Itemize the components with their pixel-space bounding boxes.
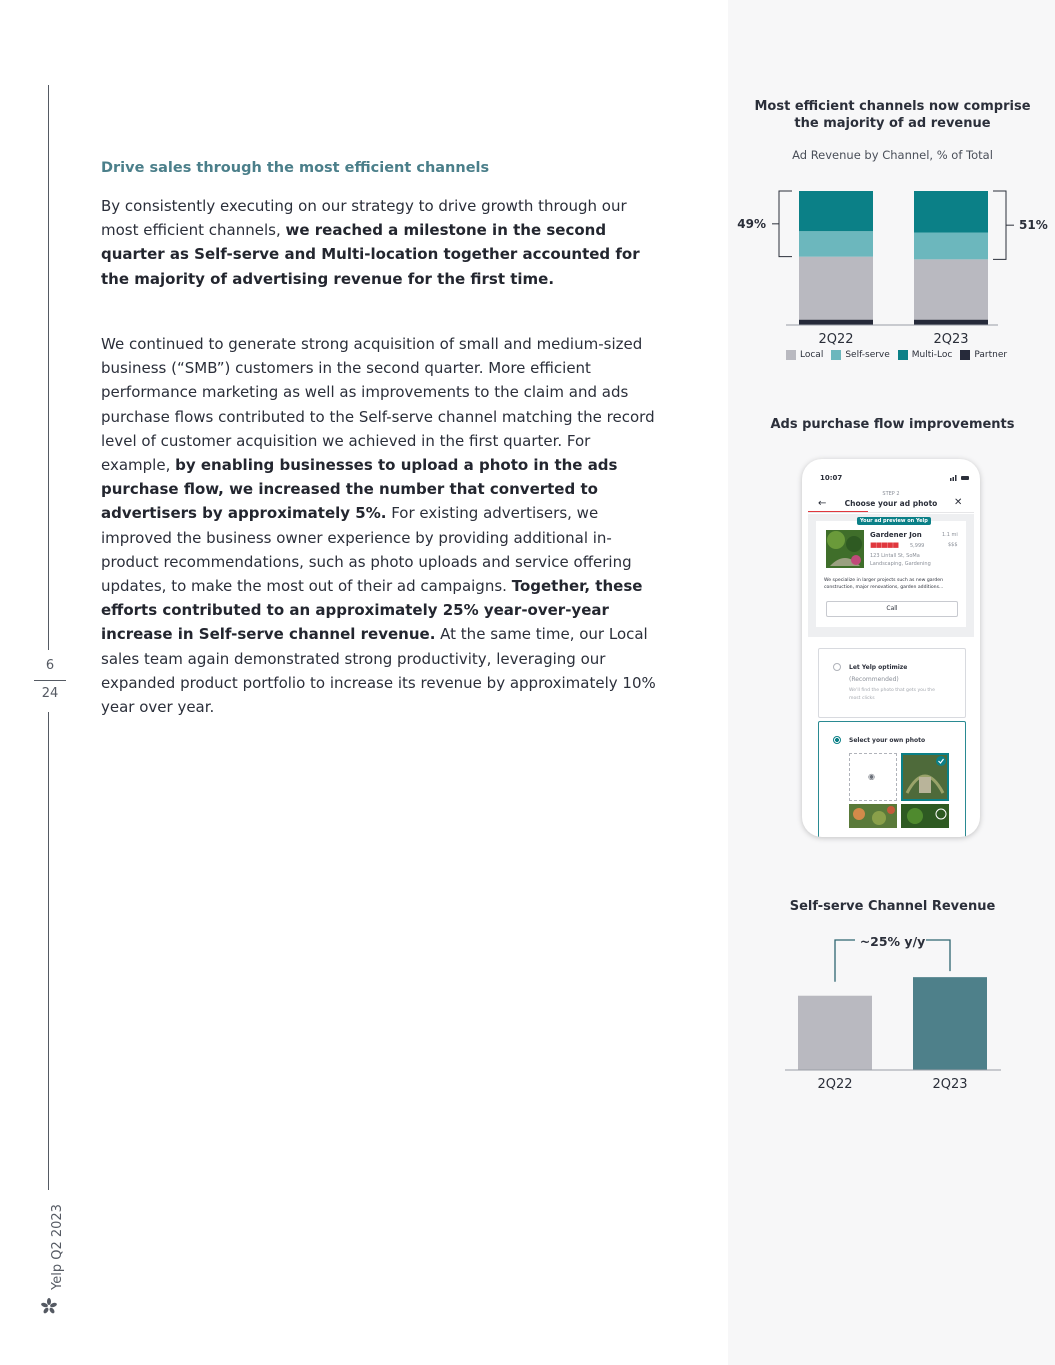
legend-swatch-local (786, 350, 796, 360)
bar-self-serve-2q22 (799, 231, 873, 256)
channel-mix-chart (728, 180, 1055, 348)
option1-subtitle: (Recommended) (849, 676, 899, 683)
bracket-left (779, 191, 792, 257)
x-tick-label: 2Q23 (933, 332, 969, 347)
legend-label-partner: Partner (974, 350, 1008, 360)
phone-step: STEP 2 (882, 491, 900, 497)
growth-bracket-right (926, 940, 950, 971)
legend-swatch-multi-loc (898, 350, 908, 360)
preview-badge: Your ad preview on Yelp (857, 517, 931, 525)
option1-desc-line1: We'll find the photo that gets you the (849, 688, 935, 693)
radio-own-photo[interactable] (833, 736, 841, 744)
chart1-title: Most efficient channels now comprise the majority of ad revenue (754, 99, 1031, 131)
rail-line-bottom (48, 712, 49, 1190)
yelp-burst-icon (41, 1298, 57, 1314)
paragraph-milestone (101, 194, 656, 291)
legend-item-partner (960, 350, 1007, 360)
p1-bold: we reached a milestone in the second quarter as Self-serve and Multi-location together accounted for the majority of advertising revenue for the first time. (101, 221, 640, 288)
x-tick-label: 2Q22 (818, 332, 854, 347)
bar-partner-2q23 (914, 320, 988, 325)
chart1-subtitle: Ad Revenue by Channel, % of Total (792, 148, 993, 162)
chart1-legend (786, 350, 1007, 360)
legend-swatch-partner (960, 350, 970, 360)
bar-self-serve-2q23 (914, 233, 988, 260)
legend-item-local (786, 350, 823, 360)
biz-description: We specialize in larger projects such as new garden construction, major renovations, garden additions... (824, 578, 944, 590)
phone-time: 10:07 (820, 474, 843, 482)
phone-header: Choose your ad photo (844, 499, 938, 508)
review-count: 5,999 (910, 543, 925, 549)
p2-text-c: For existing advertisers, we improved the business owner experience by providing additional in-product recommendations, such as photo uploads and service offering updates, to make the most out of their ad campaigns. (101, 504, 632, 596)
p2-text-a: We continued to generate strong acquisition of small and medium-sized business (“SMB”) customers in the second quarter. More efficient performance marketing as well as improvements to the claim and ads purchase flows contributed to the Self-serve channel matching the record level of customer acquisition we achieved in the first quarter. For example, (101, 335, 655, 475)
progress-track (808, 512, 974, 513)
section-heading: Drive sales through the most efficient channels (101, 160, 490, 176)
close-icon[interactable]: ✕ (954, 497, 963, 508)
phone-section-title: Ads purchase flow improvements (770, 417, 1015, 432)
photo-tile-flowers[interactable] (849, 804, 897, 828)
biz-name: Gardener Jon (870, 531, 922, 539)
bracket-right (993, 191, 1006, 259)
phone-mockup (802, 459, 980, 837)
rail-brand-text: Yelp Q2 2023 (50, 1204, 65, 1290)
camera-icon[interactable]: ◉ (868, 772, 875, 781)
option-yelp-optimize[interactable] (818, 648, 966, 718)
biz-price: $$$ (948, 542, 958, 548)
legend-label-multi-loc: Multi-Loc (911, 350, 953, 360)
page-current: 6 (45, 658, 55, 673)
selected-photo-tile[interactable] (901, 753, 949, 801)
self-serve-revenue-chart (728, 925, 1055, 1100)
growth-annotation: ~25% y/y (859, 934, 926, 949)
call-button[interactable]: Call (826, 601, 958, 617)
legend-label-local: Local (800, 350, 824, 360)
legend-item-multi-loc (898, 350, 953, 360)
x-tick-label: 2Q22 (817, 1077, 853, 1092)
p1-text: By consistently executing on our strategy to drive growth through our most efficient channels, (101, 197, 627, 240)
p2-bold-b: by enabling businesses to upload a photo in the ads purchase flow, we increased the number that converted to advertisers by approximately 5%. (101, 456, 618, 523)
biz-address: 123 Lintall St, SoMa (870, 553, 920, 559)
bar-2q22 (798, 996, 872, 1070)
garden-thumbnail (826, 530, 864, 568)
back-arrow-icon[interactable]: ← (818, 498, 827, 509)
annotation-left: 49% (737, 216, 766, 231)
bar-local-2q23 (914, 259, 988, 319)
growth-bracket-left (835, 940, 855, 982)
chart2-title: Self-serve Channel Revenue (789, 899, 996, 914)
biz-categories: Landscaping, Gardening (870, 561, 931, 567)
p2-bold-d: Together, these efforts contributed to an approximately 25% year-over-year increase in Self-serve channel revenue. (101, 577, 643, 644)
annotation-right: 51% (1019, 218, 1048, 233)
rail-line-top (48, 85, 49, 650)
option1-title: Let Yelp optimize (849, 664, 908, 671)
bar-partner-2q22 (799, 320, 873, 325)
status-icons (950, 475, 970, 481)
biz-distance: 1.1 mi (942, 532, 958, 538)
bar-multi-loc-2q22 (799, 191, 873, 231)
page-total: 24 (41, 686, 59, 701)
bar-multi-loc-2q23 (914, 191, 988, 233)
page-divider (34, 680, 66, 681)
option1-desc-line2: most clicks (849, 696, 875, 701)
legend-item-self-serve (831, 350, 889, 360)
photo-tile-plants[interactable] (901, 804, 949, 828)
p2-text-e: At the same time, our Local sales team again demonstrated strong productivity, leveraging our expanded product portfolio to increase its revenue by approximately 10% year over year. (101, 625, 656, 717)
paragraph-acquisition (101, 332, 656, 719)
option2-title: Select your own photo (849, 737, 926, 744)
rating-stars-icon: ■■■■■ (870, 541, 899, 549)
bar-2q23 (913, 977, 987, 1070)
radio-optimize[interactable] (833, 663, 841, 671)
bar-local-2q22 (799, 257, 873, 320)
x-tick-label: 2Q23 (932, 1077, 968, 1092)
legend-swatch-self-serve (831, 350, 841, 360)
legend-label-self-serve: Self-serve (845, 350, 890, 360)
